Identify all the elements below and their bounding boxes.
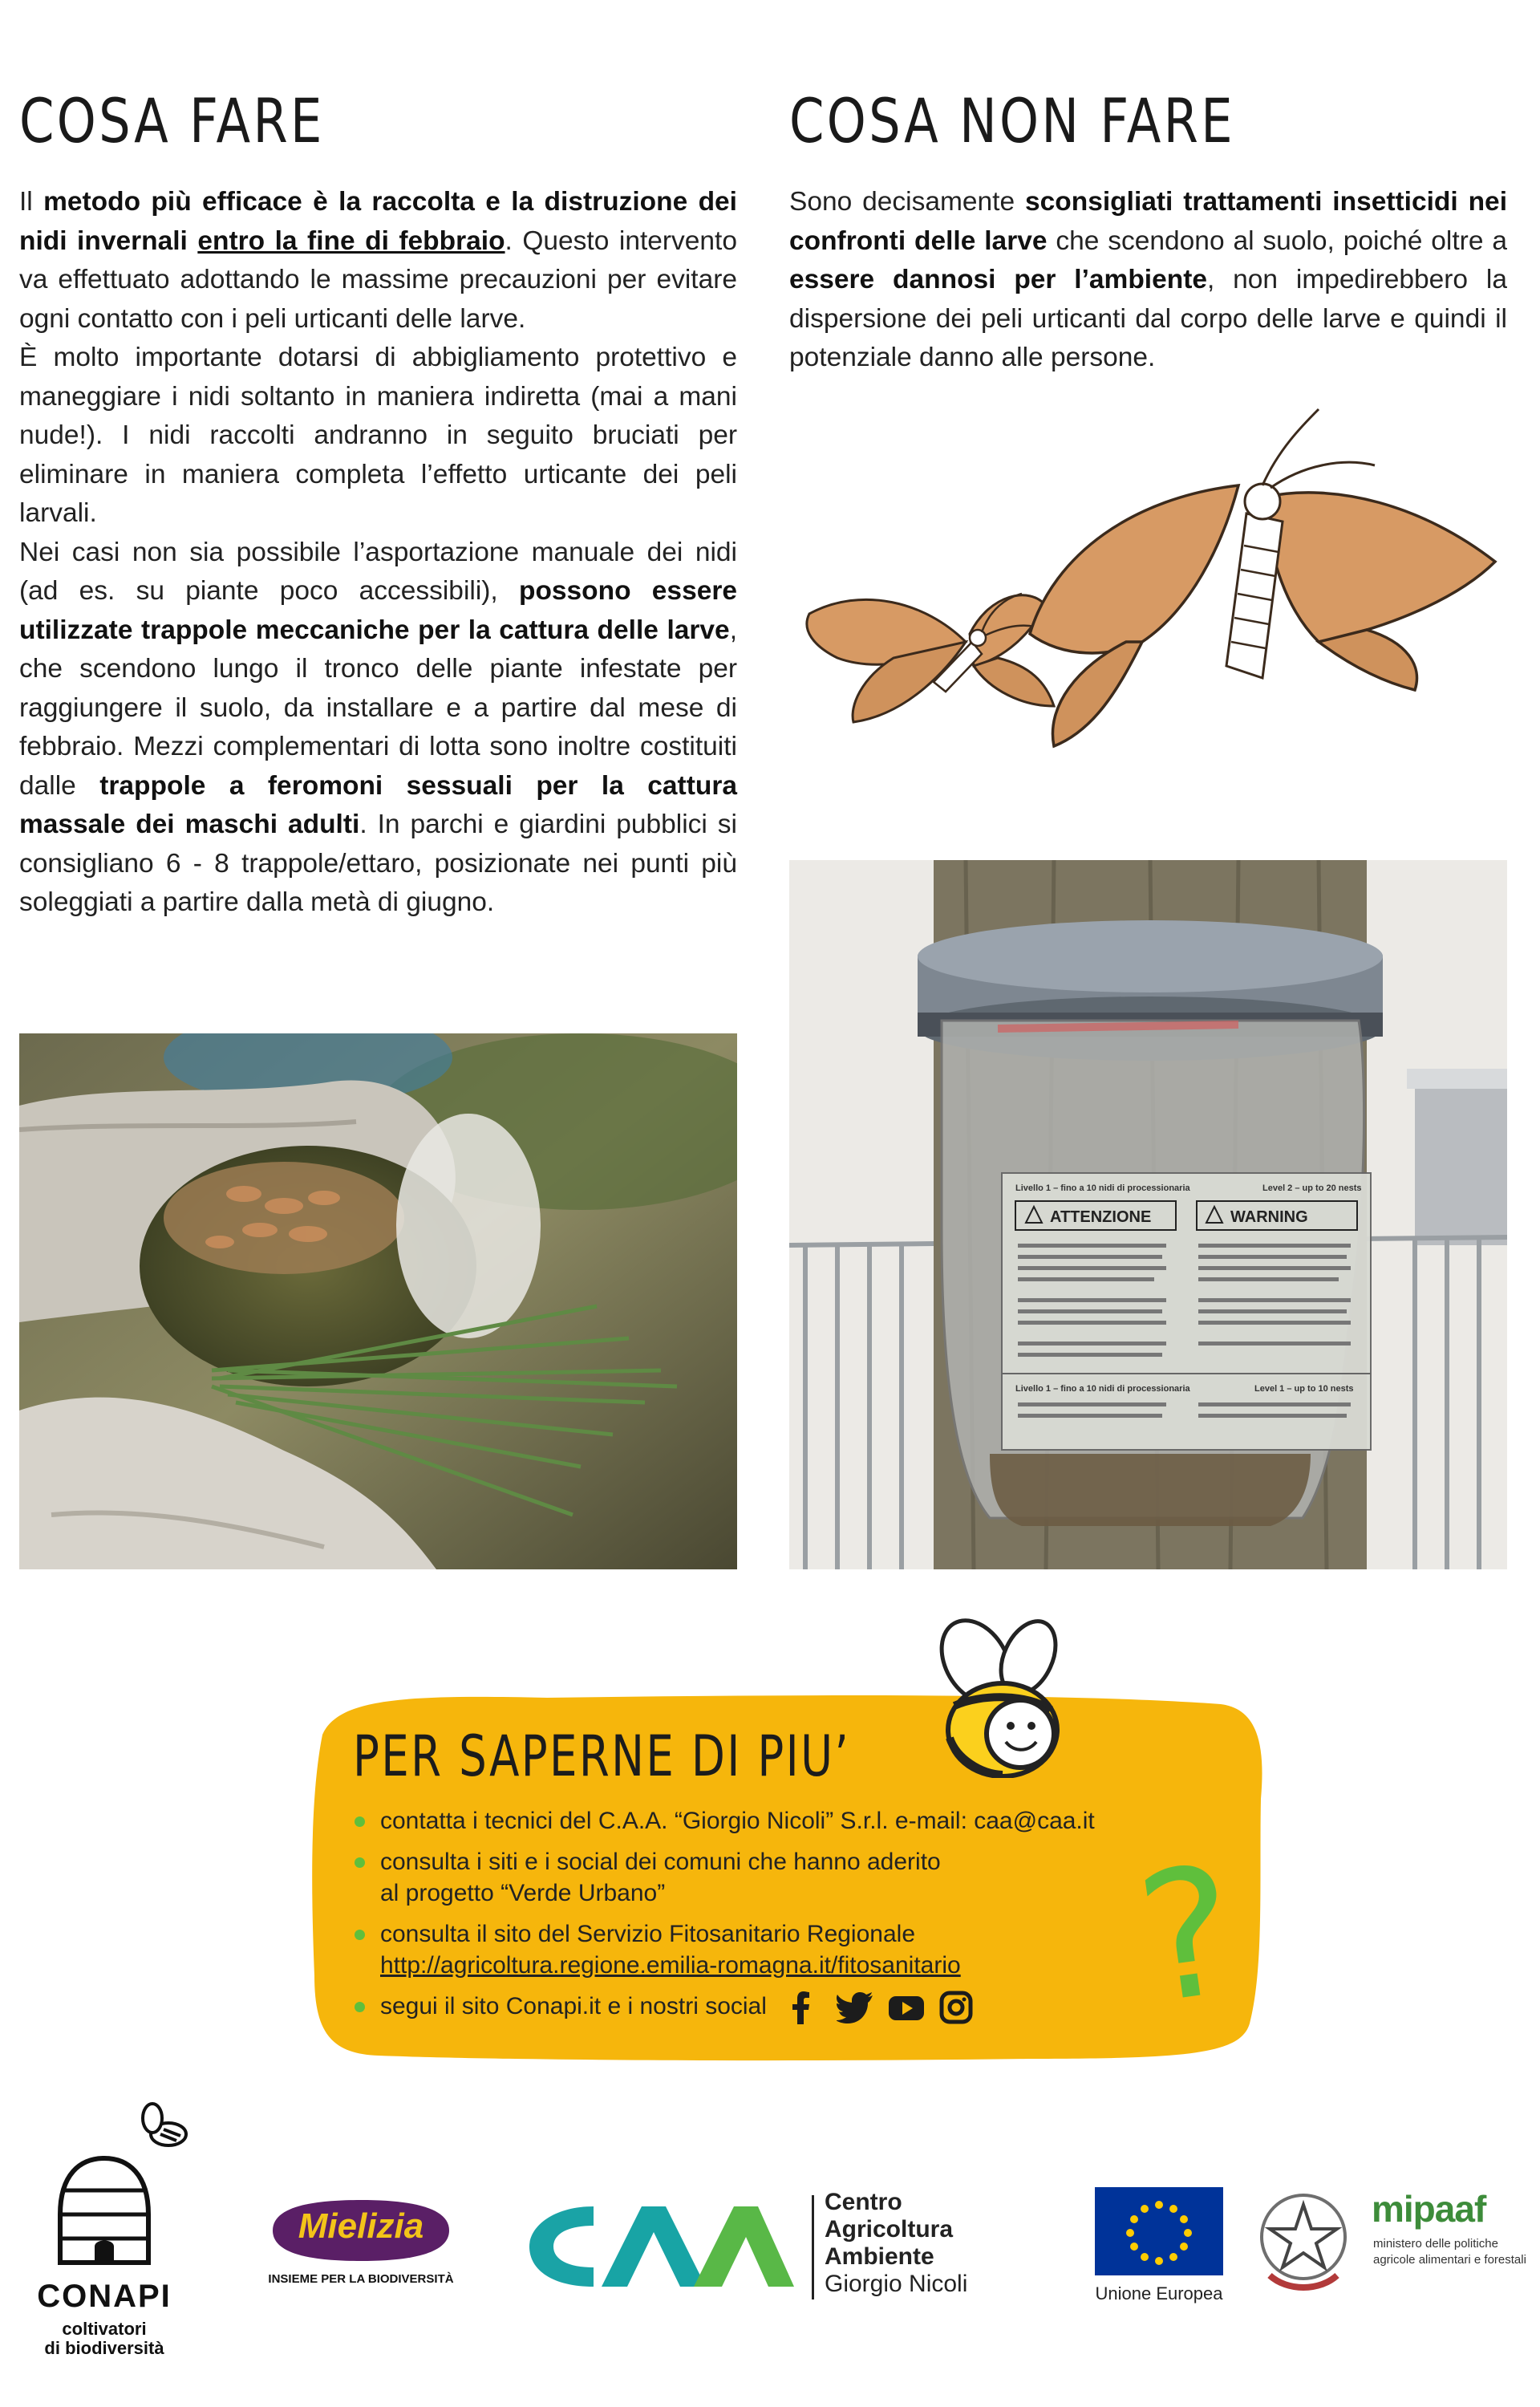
conapi-logo	[16, 2094, 217, 2359]
right-body: Sono decisamente sconsigliati trattamenti insetticidi nei confronti delle larve che scendono al suolo, poiché oltre a essere dannosi per l’ambiente, non impedirebbero la dispersione dei peli urticanti dal corpo delle larve e quindi il potenziale danno alle persone.	[789, 187, 1507, 372]
mipaaf-line-2: agricole alimentari e forestali	[1373, 2253, 1526, 2267]
info-box-list	[353, 1805, 1155, 2034]
info-item-sites: consulta i siti e i social dei comuni che hanno aderito al progetto “Verde Urbano”	[353, 1846, 1155, 1909]
conapi-name: CONAPI	[37, 2279, 172, 2314]
left-paragraph-1: Il metodo più efficace è la raccolta e la distruzione dei nidi invernali entro la fine di febbraio. Questo intervento va effettuato adottando le massime precauzioni per evitare ogni contatto con i peli urticanti delle larve.	[19, 187, 737, 334]
info-item-social: segui il sito Conapi.it e i nostri social	[353, 1991, 1155, 2024]
mipaaf-name: mipaaf	[1372, 2188, 1486, 2230]
mielizia-name: Mielizia	[298, 2206, 424, 2246]
caa-line-4: Giorgio Nicoli	[825, 2271, 968, 2297]
info-item-contact: contatta i tecnici del C.A.A. “Giorgio Nicoli” S.r.l. e-mail: caa@caa.it	[353, 1805, 1155, 1837]
caa-line-1: Centro	[825, 2189, 902, 2215]
conapi-tagline-2: di biodiversità	[44, 2338, 164, 2358]
mielizia-tagline: INSIEME PER LA BIODIVERSITÀ	[268, 2272, 454, 2286]
italian-republic-emblem-icon	[1255, 2187, 1352, 2299]
large-moth-icon	[1030, 409, 1495, 746]
mipaaf-line-1: ministero delle politiche	[1373, 2237, 1498, 2251]
info-item-fitosanitario: consulta il sito del Servizio Fitosanitario Regionale http://agricoltura.regione.emilia-romagna.it/fitosanitario	[353, 1918, 1155, 1981]
facebook-icon[interactable]	[784, 1991, 818, 2024]
trap-label-warning: WARNING	[1230, 1208, 1308, 1226]
caa-line-2: Agricoltura	[825, 2216, 954, 2243]
eu-logo	[1091, 2187, 1227, 2308]
mielizia-logo	[265, 2198, 457, 2295]
left-paragraph-3: Nei casi non sia possibile l’asportazione manuale dei nidi (ad es. su piante poco accessibili), possono essere utilizzate trappole meccaniche per la cattura delle larve, che scendono lungo il tronco delle piante infestate per raggiungere il suolo, da installare e a partire dal mese di febbraio. Mezzi complementari di lotta sono inoltre costituiti dalle trappole a feromoni sessuali per la cattura massale dei maschi adulti. In parchi e giardini pubblici si consigliano 6 - 8 trappole/ettaro, posizionate nei punti più soleggiati a partire dalla metà di giugno.	[19, 537, 737, 917]
fitosanitario-link[interactable]: http://agricoltura.regione.emilia-romagna.it/fitosanitario	[380, 1952, 961, 1979]
left-body	[19, 183, 737, 923]
trap-footer-left: Livello 1 – fino a 10 nidi di processionaria	[1015, 1384, 1190, 1394]
eu-flag-icon	[1095, 2187, 1223, 2275]
conapi-bee-icon	[143, 2104, 186, 2145]
trap-footer-right: Level 1 – up to 10 nests	[1254, 1384, 1354, 1394]
trap-header-right: Level 2 – up to 20 nests	[1262, 1183, 1362, 1193]
left-paragraph-2: È molto importante dotarsi di abbigliamento protettivo e maneggiare i nidi soltanto in maniera indiretta (mai a mani nude!). I nidi raccolti andranno in seguito bruciati per eliminare in maniera completa l’effetto urticante dei peli larvali.	[19, 343, 737, 528]
caa-line-3: Ambiente	[825, 2243, 934, 2270]
twitter-icon[interactable]	[837, 1991, 870, 2024]
conapi-tagline-1: coltivatori	[62, 2319, 147, 2339]
trap-label-attenzione: ATTENZIONE	[1050, 1208, 1152, 1226]
trap-photo	[789, 860, 1507, 1569]
instagram-icon[interactable]	[939, 1991, 973, 2024]
nest-collection-photo	[19, 1033, 737, 1569]
youtube-icon[interactable]	[888, 1991, 922, 2024]
mipaaf-logo	[1372, 2187, 1532, 2299]
moths-illustration	[789, 401, 1507, 818]
left-title: COSA FARE	[19, 85, 325, 156]
info-box-title: PER SAPERNE DI PIU’	[353, 1723, 851, 1789]
question-mark-icon: ?	[1126, 1827, 1249, 2044]
right-title: COSA NON FARE	[789, 85, 1235, 156]
info-box	[306, 1687, 1266, 2062]
trap-header-left: Livello 1 – fino a 10 nidi di processionaria	[1015, 1183, 1190, 1193]
nest-collection-illustration	[19, 1033, 737, 1569]
eu-label: Unione Europea	[1095, 2283, 1223, 2303]
small-moth-icon	[807, 594, 1054, 722]
bee-mascot-icon	[932, 1618, 1068, 1778]
caa-logo	[513, 2182, 1003, 2311]
